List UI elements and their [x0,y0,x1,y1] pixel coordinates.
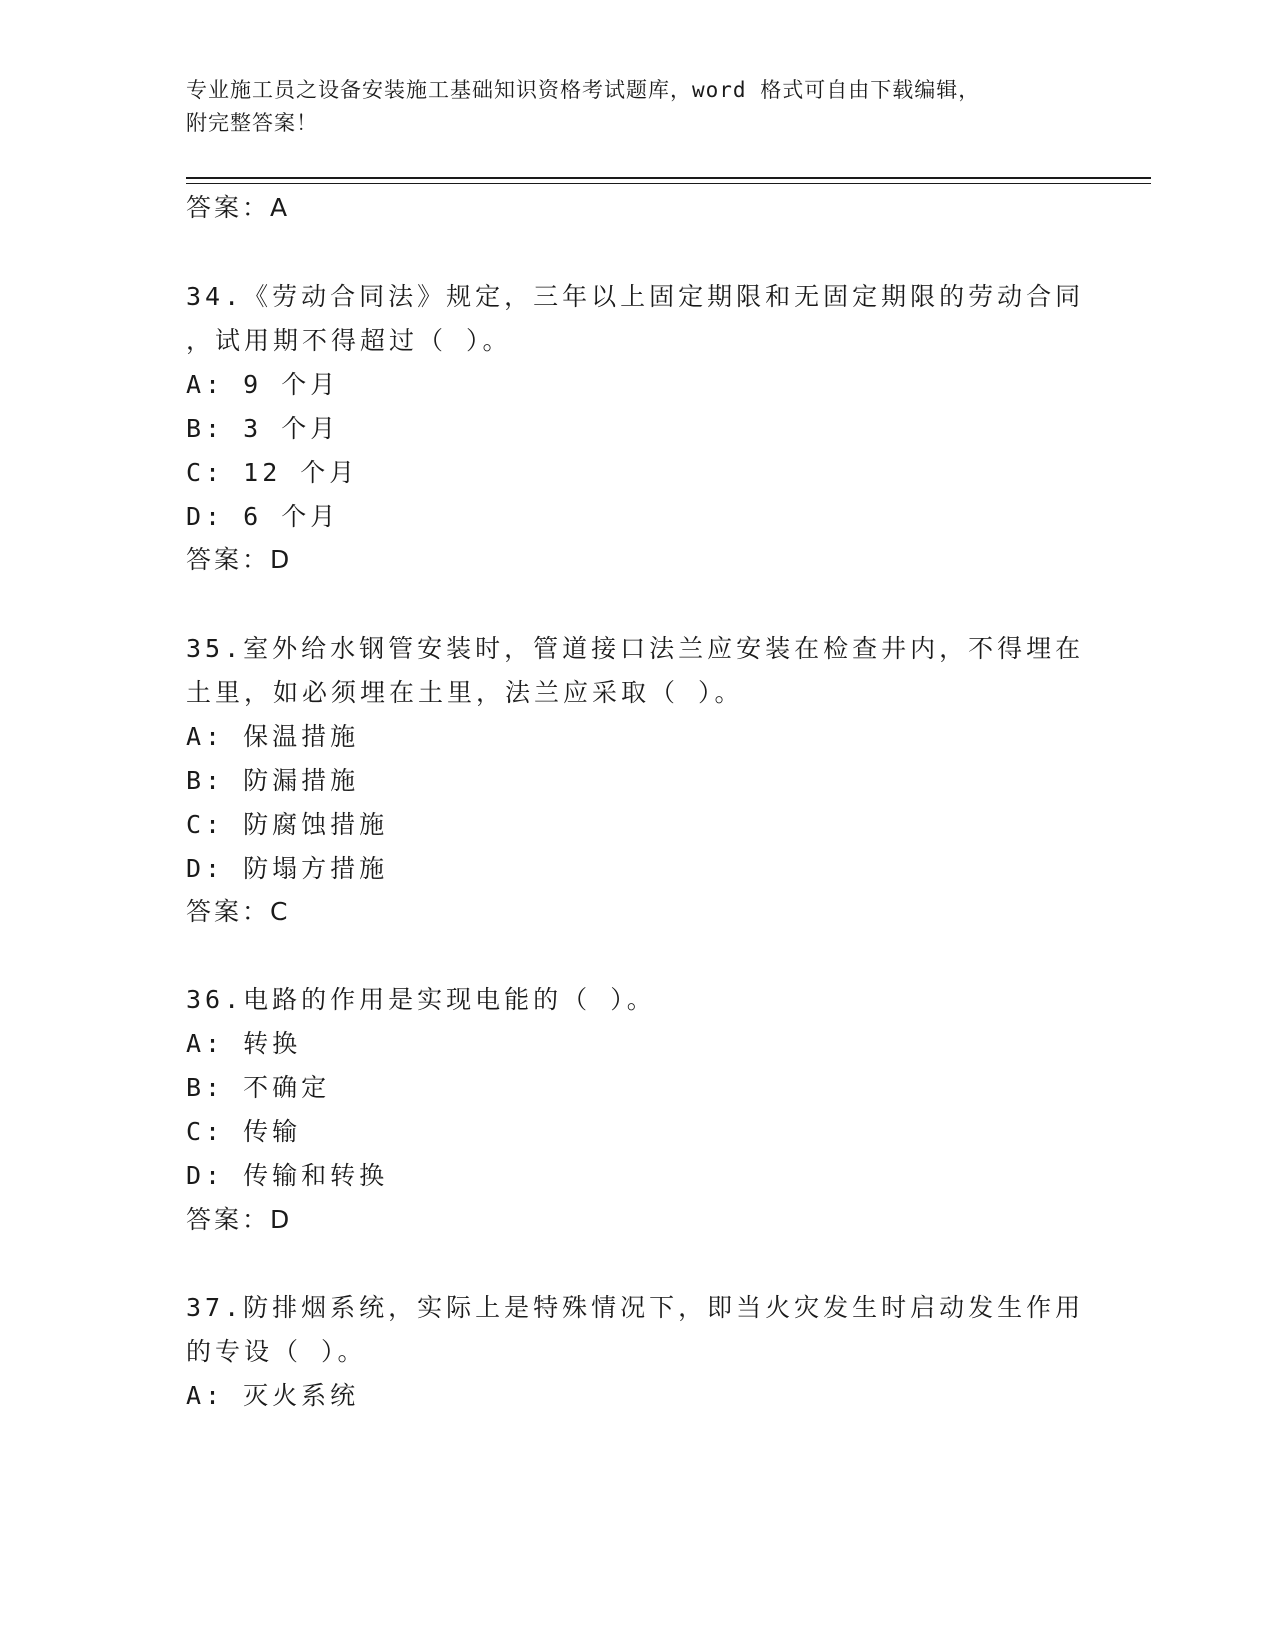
question-37-stem-line-2: 的专设（ ）。 [186,1337,367,1366]
question-34-answer: 答案：D [186,545,293,574]
question-34-option-a: A: 9 个月 [186,370,340,399]
page-header [186,74,1066,140]
question-35-option-d: D: 防塌方措施 [186,854,389,883]
question-35-stem-line-1: 35.室外给水钢管安装时，管道接口法兰应安装在检查井内，不得埋在 [186,634,1085,663]
question-36-stem-line-1: 36.电路的作用是实现电能的（ ）。 [186,985,656,1014]
question-34-option-c: C: 12 个月 [186,458,359,487]
question-37-option-a: A: 灭火系统 [186,1381,360,1410]
answer-prev: 答案：A [186,193,291,222]
header-line-1: 专业施工员之设备安装施工基础知识资格考试题库，word 格式可自由下载编辑， [186,78,981,102]
question-34-stem-line-1: 34.《劳动合同法》规定，三年以上固定期限和无固定期限的劳动合同 [186,282,1085,311]
question-37-stem-line-1: 37.防排烟系统，实际上是特殊情况下，即当火灾发生时启动发生作用 [186,1293,1085,1322]
question-36-option-b: B: 不确定 [186,1073,331,1102]
question-36-option-a: A: 转换 [186,1029,302,1058]
question-35-answer: 答案：C [186,897,291,926]
header-rule-thick [186,177,1151,179]
question-35-option-b: B: 防漏措施 [186,766,360,795]
question-35-stem-line-2: 土里，如必须埋在土里，法兰应采取（ ）。 [186,678,744,707]
header-line-2: 附完整答案！ [186,111,318,135]
question-36-option-c: C: 传输 [186,1117,302,1146]
question-34-option-b: B: 3 个月 [186,414,340,443]
question-34-stem-line-2: ，试用期不得超过（ ）。 [186,326,512,355]
question-35-option-c: C: 防腐蚀措施 [186,810,389,839]
question-34-option-d: D: 6 个月 [186,502,340,531]
question-35-option-a: A: 保温措施 [186,722,360,751]
header-rule-thin [186,183,1151,184]
question-36-answer: 答案：D [186,1205,293,1234]
question-36-option-d: D: 传输和转换 [186,1161,389,1190]
